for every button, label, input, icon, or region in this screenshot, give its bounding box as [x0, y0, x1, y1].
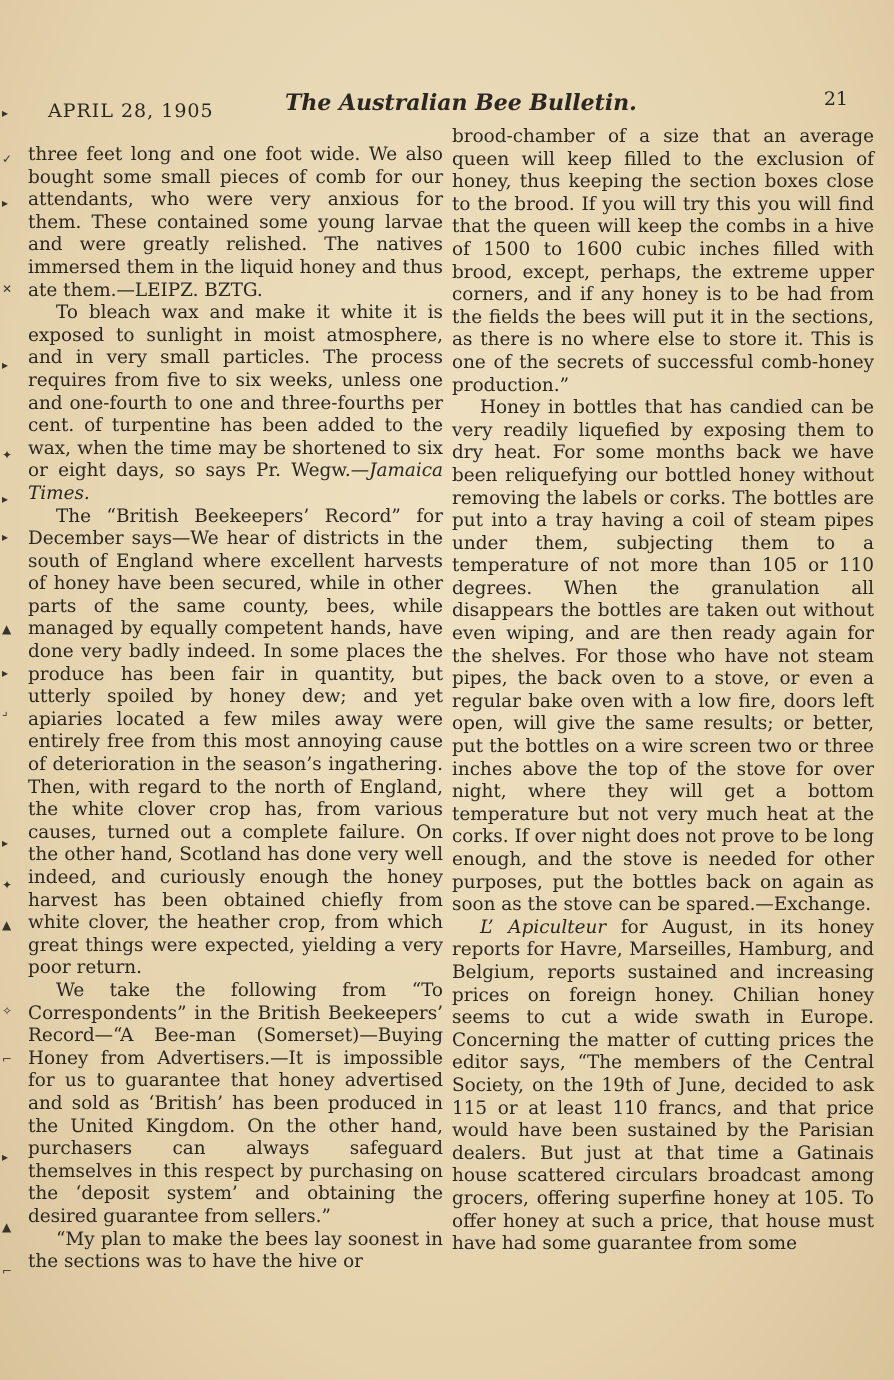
- paragraph: The “British Beekeepers’ Record” for December says—We hear of districts in the south of England where excellent harvests of honey have been secured, while in other parts of the same county, bees, while managed by equally competent hands, have done very badly indeed. In some places the produce has been fair in quantity, but utterly spoiled by honey dew; and yet apiaries located a few miles away were entirely free from this most annoying cause of deterioration in the season’s ingathering. Then, with regard to the north of England, the white clover crop has, from various causes, turned out a complete failure. On the other hand, Scotland has done very well indeed, and curiously enough the honey harvest has been obtained chiefly from white clover, the heather crop, from which great things were expected, yielding a very poor return.: [28, 505, 443, 979]
- margin-mark: ▲: [2, 1220, 12, 1234]
- paragraph: We take the following from “To Correspondents” in the British Beekeepers’ Record—“A Bee-man (Somerset)—Buying Honey from Advertisers.—It is impossible for us to guarantee that honey advertised and sold as ‘British’ has been produced in the United Kingdom. On the other hand, purchasers can always safeguard themselves in this respect by purchasing on the ‘deposit system’ and obtaining the desired guarantee from sellers.”: [28, 979, 443, 1227]
- journal-title: The Australian Bee Bulletin.: [285, 90, 637, 116]
- margin-marks: [2, 100, 16, 1300]
- margin-mark: ▸: [2, 666, 9, 680]
- margin-mark: ⌐: [2, 1052, 13, 1066]
- paragraph: three feet long and one foot wide. We also bought some small pieces of comb for our attendants, who were very anxious for them. These contained some young larvae and were greatly relished. The natives immersed them in the liquid honey and thus ate them.—LEIPZ. BZTG.: [28, 144, 443, 301]
- margin-mark: ⌟: [2, 704, 8, 718]
- paragraph: “My plan to make the bees lay soonest in the sections was to have the hive or: [28, 1228, 443, 1273]
- paragraph: [452, 917, 874, 1256]
- publication-name: L’ Apiculteur: [480, 916, 607, 938]
- margin-mark: ▸: [2, 836, 9, 850]
- margin-mark: ▲: [2, 622, 12, 636]
- margin-mark: ✦: [2, 448, 13, 462]
- left-column: [28, 144, 443, 1274]
- paragraph: Honey in bottles that has candied can be very readily liquefied by exposing them to dry heat. For some months back we have been reliquefying our bottled honey without removing the labels or corks. The bottles are put into a tray having a coil of steam pipes under them, subjecting them to a temperature of not more than 105 or 110 degrees. When the granulation all disappears the bottles are taken out without even wiping, and are then ready again for the shelves. For those who have not steam pipes, the back oven to a stove, or even a regular bake oven with a low fire, doors left open, will give the same results; or better, put the bottles on a wire screen two or three inches above the top of the stove for over night, where they will get a bottom temperature but not very much heat at the corks. If over night does not prove to be long enough, and the stove is needed for other purposes, put the bottles back on again as soon as the stove can be spared.—Exchange.: [452, 397, 874, 916]
- source-citation: Jamaica Times.: [28, 460, 443, 504]
- margin-mark: ▸: [2, 196, 9, 210]
- margin-mark: ▸: [2, 530, 9, 544]
- margin-mark: ▸: [2, 492, 9, 506]
- paragraph: [28, 302, 443, 505]
- margin-mark: ▸: [2, 358, 9, 372]
- margin-mark: ✕: [2, 282, 13, 296]
- paragraph-text: for August, in its honey reports for Havre, Marseilles, Hamburg, and Belgium, reports sustained and increasing prices on foreign honey. Chilian honey seems to cut a wide swath in Europe. Concerning the matter of cutting prices the editor says, “The members of the Central Society, on the 19th of June, decided to ask 115 or at least 110 francs, and that price would have been sustained by the Parisian dealers. But just at that time a Gatinais house scattered circulars broadcast among grocers, offering superfine honey at 105. To offer honey at such a price, that house must have had some guarantee from some: [452, 916, 874, 1255]
- margin-mark: ✧: [2, 1004, 13, 1018]
- margin-mark: ▸: [2, 106, 9, 120]
- page-number: 21: [823, 88, 848, 110]
- margin-mark: ▲: [2, 918, 12, 932]
- issue-date: APRIL 28, 1905: [48, 100, 214, 122]
- margin-mark: ✦: [2, 878, 13, 892]
- margin-mark: ▸: [2, 1150, 9, 1164]
- paragraph: brood-chamber of a size that an average queen will keep filled to the exclusion of honey, thus keeping the section boxes close to the brood. If you will try this you will find that the queen will keep the combs in a hive of 1500 to 1600 cubic inches filled with brood, except, perhaps, the extreme upper corners, and if any honey is to be had from the fields the bees will put it in the sections, as there is no where else to store it. This is one of the secrets of successful comb-honey production.”: [452, 126, 874, 396]
- margin-mark: ⌐: [2, 1264, 13, 1278]
- margin-mark: ✓: [2, 152, 13, 166]
- paragraph-text: To bleach wax and make it white it is exposed to sunlight in moist atmosphere, and in very small particles. The process requires from five to six weeks, unless one and one-fourth to one and three-fourths per cent. of turpentine has been added to the wax, when the time may be shortened to six or eight days, so says Pr. Wegw.—: [28, 302, 443, 482]
- right-column: [452, 126, 874, 1256]
- page-header: [48, 88, 848, 128]
